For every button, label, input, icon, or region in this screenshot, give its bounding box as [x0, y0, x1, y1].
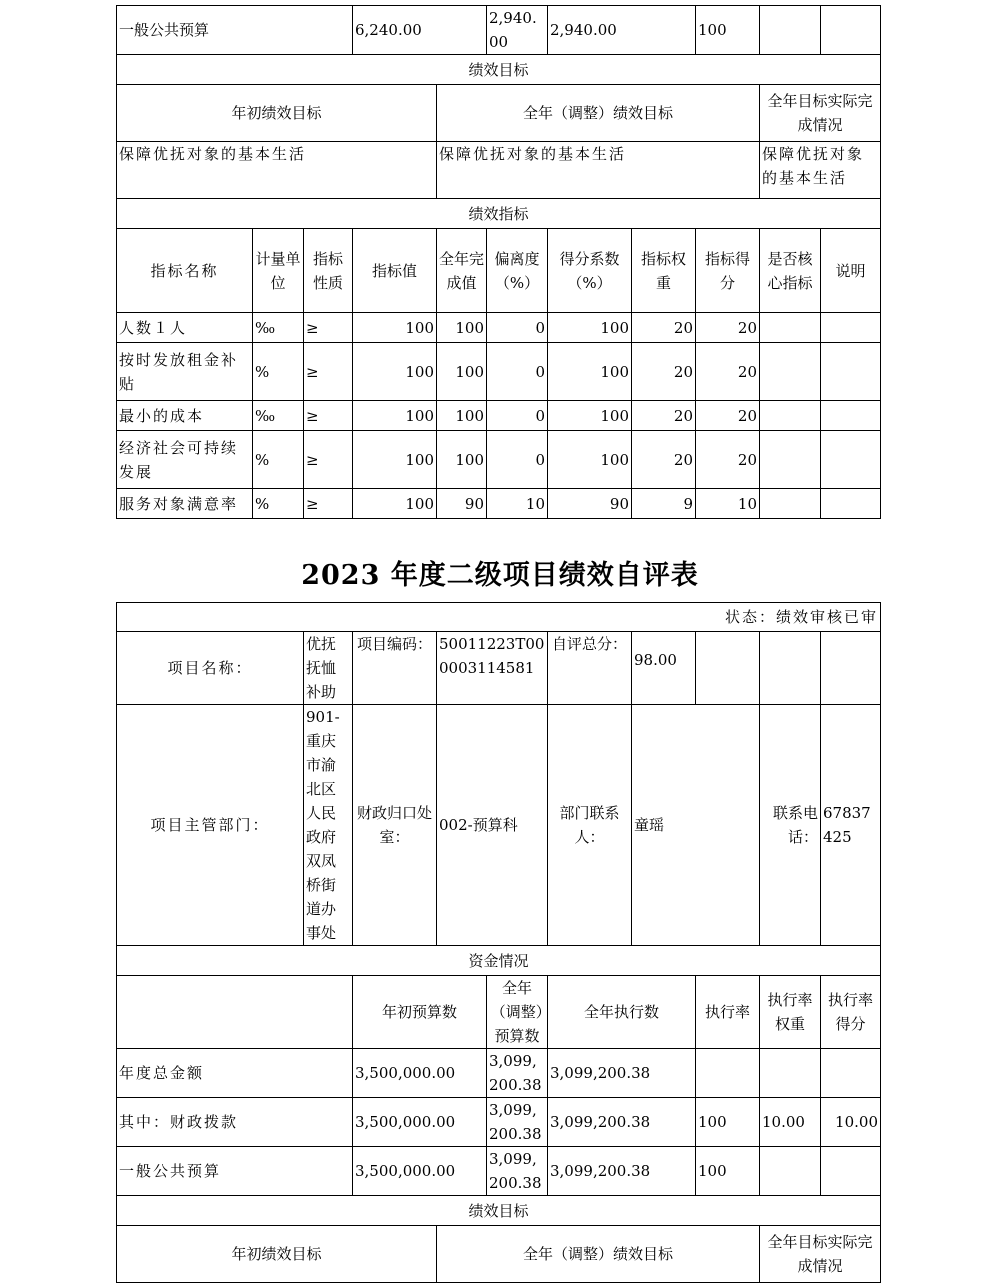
goal-header-actual: 全年目标实际完成情况 [760, 85, 881, 142]
budget-initial: 6,240.00 [353, 6, 487, 55]
table-row: 一般公共预算 3,500,000.00 3,099,200.38 3,099,200.38 100 [117, 1147, 881, 1196]
budget-row [117, 6, 881, 55]
col-coef: 得分系数（%） [548, 229, 632, 313]
office-name: 002-预算科 [437, 705, 548, 946]
col-initial-budget: 年初预算数 [353, 976, 487, 1049]
budget-label: 一般公共预算 [117, 6, 353, 55]
goal-header-initial: 年初绩效目标 [117, 85, 437, 142]
col-executed: 全年执行数 [548, 976, 696, 1049]
col-exec-rate: 执行率 [696, 976, 760, 1049]
col-nature: 指标性质 [304, 229, 353, 313]
dept-info-row [117, 705, 881, 946]
performance-table-2023 [116, 602, 881, 1283]
table-row: 按时发放租金补贴 % ≥ 100 100 0 100 20 20 [117, 343, 881, 401]
indicator-header-row [117, 229, 881, 313]
office-label: 财政归口处室： [353, 705, 437, 946]
table-row: 人数１人 ‰ ≥ 100 100 0 100 20 20 [117, 313, 881, 343]
phone-label: 联系电话： [760, 705, 821, 946]
table-row: 服务对象满意率 % ≥ 100 90 10 90 9 10 [117, 489, 881, 519]
table-row: 经济社会可持续发展 % ≥ 100 100 0 100 20 20 [117, 431, 881, 489]
col-indicator-name: 指标名称 [117, 229, 253, 313]
goal-section-header-2: 绩效目标 [117, 1196, 881, 1226]
col-actual: 全年完成值 [437, 229, 487, 313]
goal-section-header: 绩效目标 [117, 55, 881, 85]
phone-number: 67837425 [821, 705, 881, 946]
col-target: 指标值 [353, 229, 437, 313]
project-name-label: 项目名称： [117, 632, 304, 705]
self-score: 98.00 [632, 632, 696, 705]
project-code: 50011223T000003114581 [437, 632, 548, 705]
status-text: 状态：绩效审核已审 [117, 603, 881, 632]
goal-header-adjusted-2: 全年（调整）绩效目标 [437, 1226, 760, 1283]
col-rate-score: 执行率得分 [821, 976, 881, 1049]
goal-header-adjusted: 全年（调整）绩效目标 [437, 85, 760, 142]
budget-executed: 2,940.00 [548, 6, 696, 55]
performance-table-prev [116, 5, 881, 519]
page-title: 2023 年度二级项目绩效自评表 [301, 560, 699, 591]
goal-header-initial-2: 年初绩效目标 [117, 1226, 437, 1283]
budget-adjusted: 2,940.00 [487, 6, 548, 55]
dept-label: 项目主管部门： [117, 705, 304, 946]
contact-name: 童瑶 [632, 705, 760, 946]
goal-header-actual-2: 全年目标实际完成情况 [760, 1226, 881, 1283]
project-code-label: 项目编码： [353, 632, 437, 705]
col-core: 是否核心指标 [760, 229, 821, 313]
col-weight: 指标权重 [632, 229, 696, 313]
project-info-row [117, 632, 881, 705]
goal-actual: 保障优抚对象的基本生活 [760, 142, 881, 199]
col-adjusted-budget: 全年（调整）预算数 [487, 976, 548, 1049]
dept-name: 901-重庆市渝北区人民政府双凤桥街道办事处 [304, 705, 353, 946]
contact-label: 部门联系人： [548, 705, 632, 946]
indicator-section-header: 绩效指标 [117, 199, 881, 229]
col-score: 指标得分 [696, 229, 760, 313]
fund-header-row [117, 976, 881, 1049]
fund-section-header: 资金情况 [117, 946, 881, 976]
col-rate-weight: 执行率权重 [760, 976, 821, 1049]
budget-rate: 100 [696, 6, 760, 55]
col-deviation: 偏离度（%） [487, 229, 548, 313]
table-row: 最小的成本 ‰ ≥ 100 100 0 100 20 20 [117, 401, 881, 431]
table-row: 年度总金额 3,500,000.00 3,099,200.38 3,099,200.38 [117, 1049, 881, 1098]
project-name: 优抚抚恤补助 [304, 632, 353, 705]
goal-initial: 保障优抚对象的基本生活 [117, 142, 437, 199]
self-score-label: 自评总分： [548, 632, 632, 705]
goal-adjusted: 保障优抚对象的基本生活 [437, 142, 760, 199]
table-row: 其中：财政拨款 3,500,000.00 3,099,200.38 3,099,200.38 100 10.00 10.00 [117, 1098, 881, 1147]
col-unit: 计量单位 [253, 229, 304, 313]
col-note: 说明 [821, 229, 881, 313]
